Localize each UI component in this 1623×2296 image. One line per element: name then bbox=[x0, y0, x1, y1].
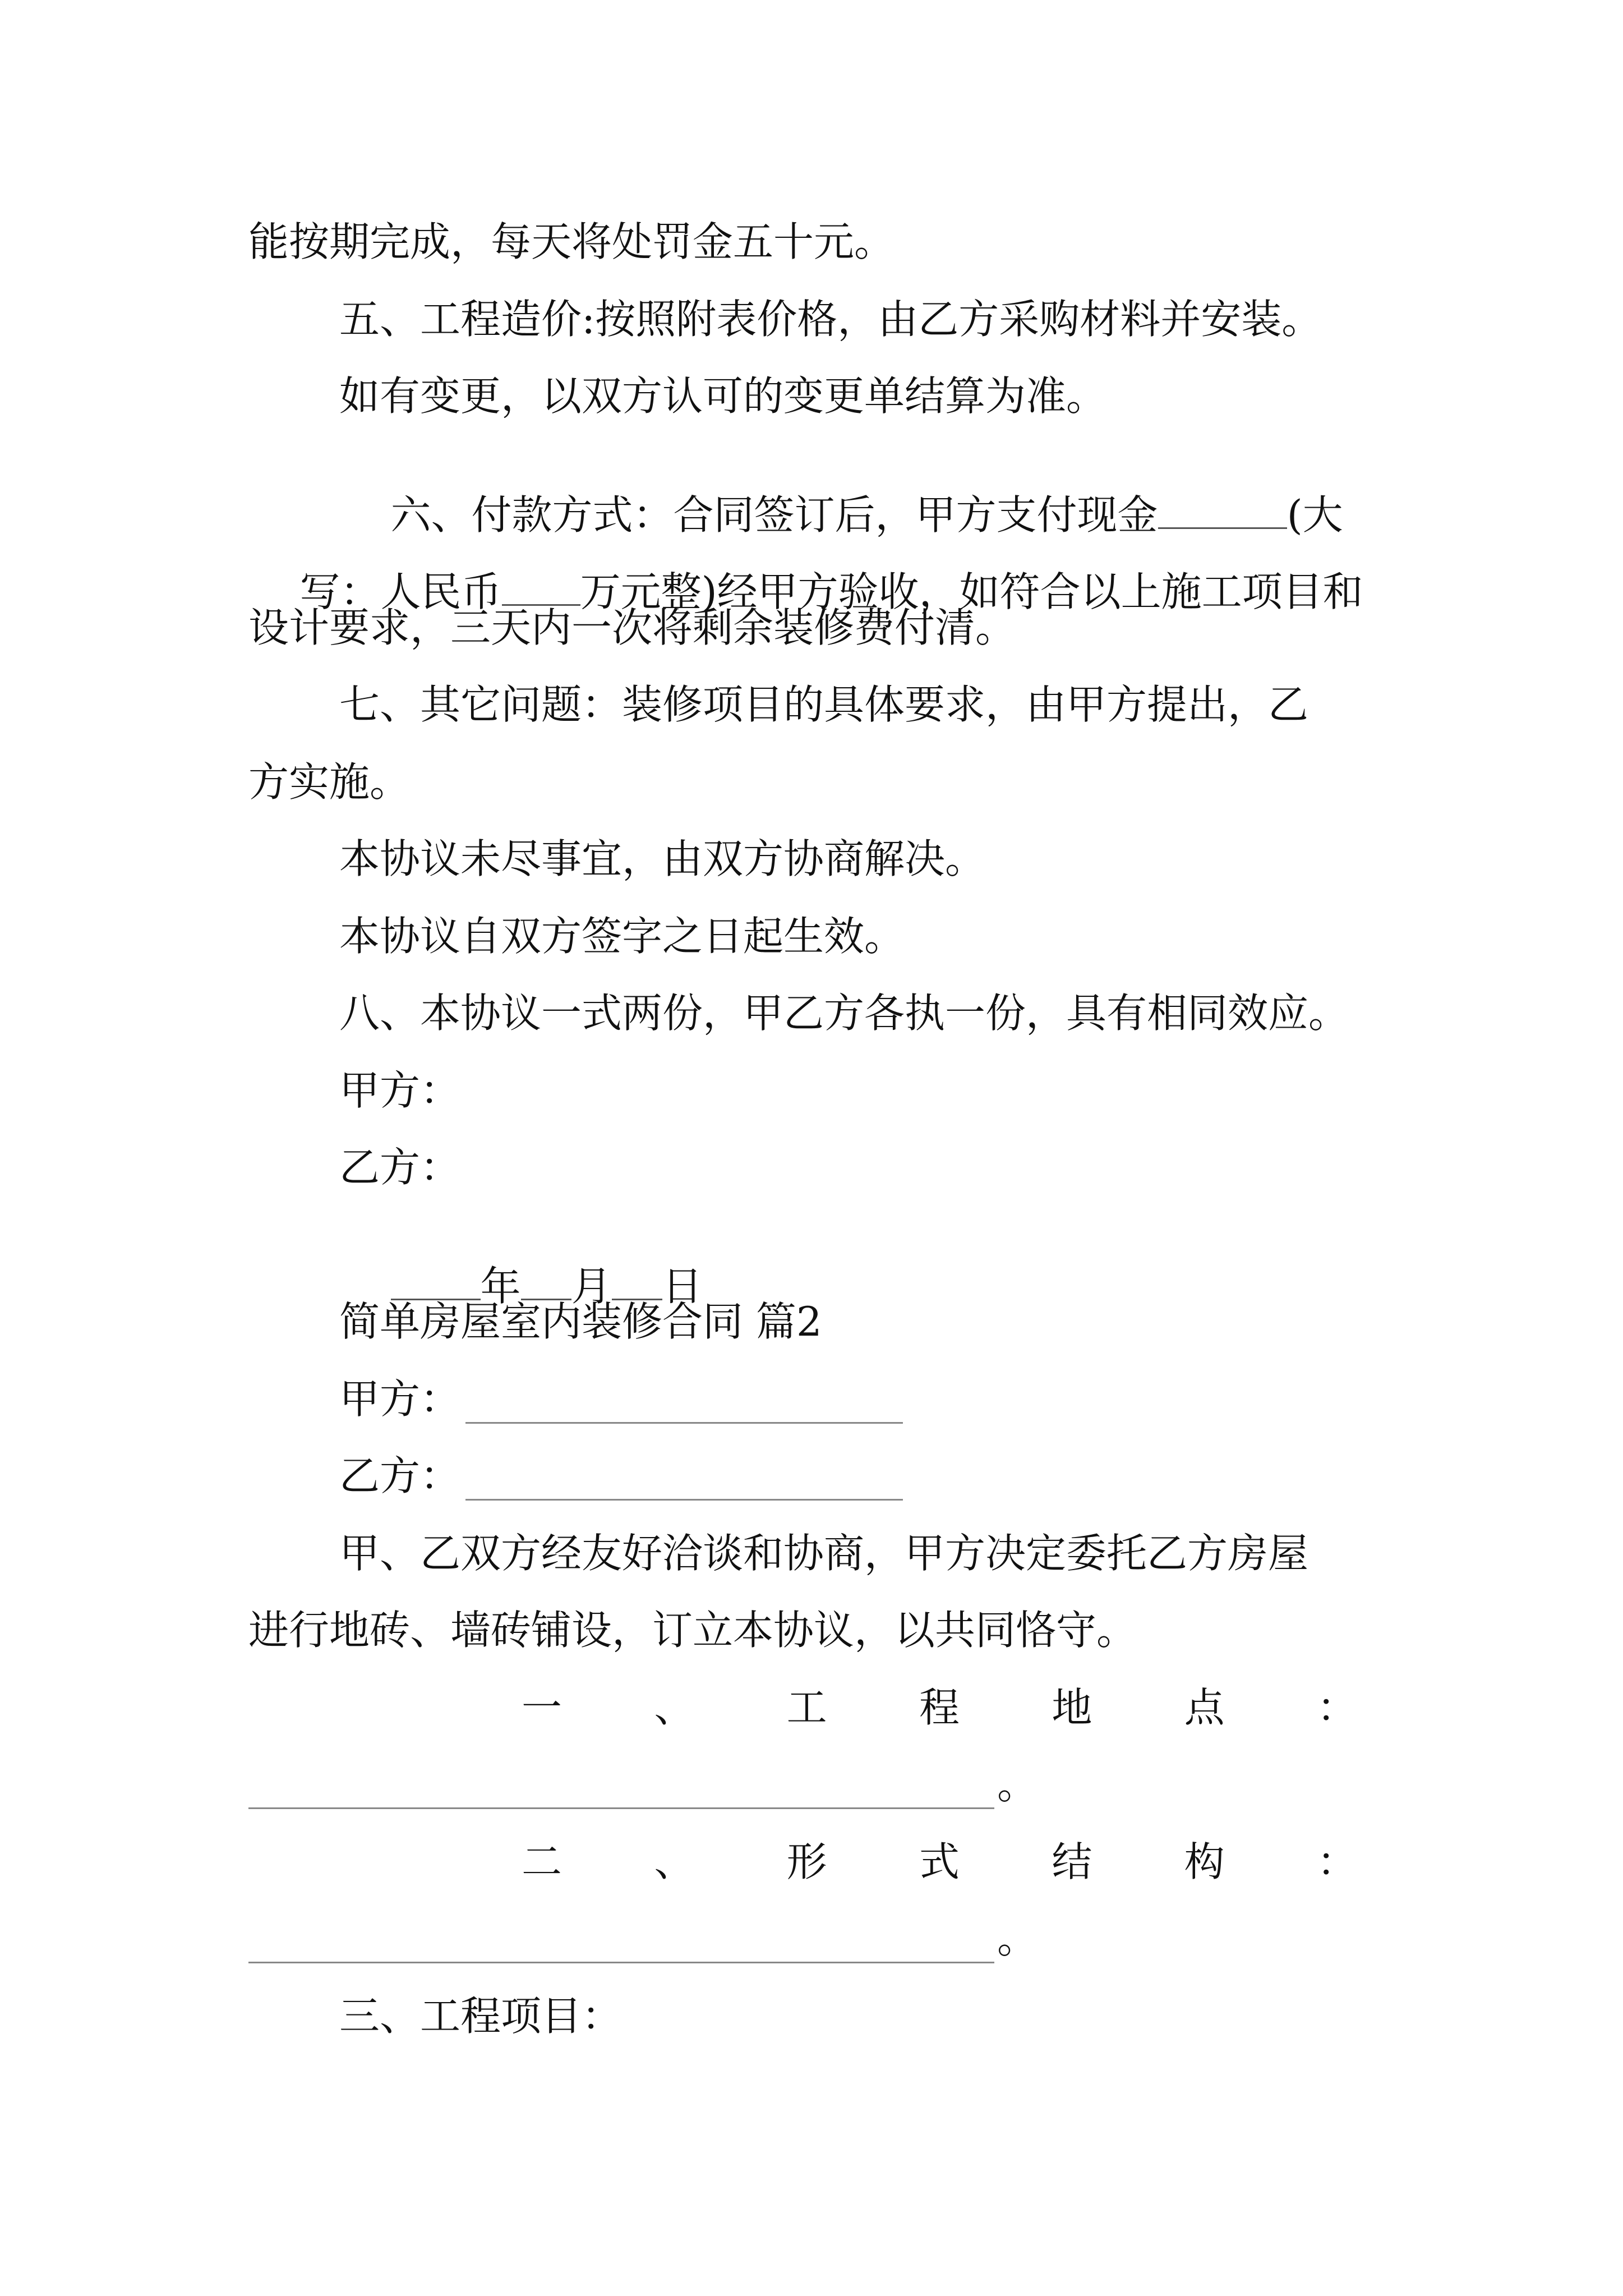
intro-line2: 进行地砖、墙砖铺设，订立本协议，以共同恪守。 bbox=[248, 1607, 1137, 1654]
char: 形 bbox=[786, 1838, 827, 1885]
clause-7-line1: 七、其它问题：装修项目的具体要求，由甲方提出，乙 bbox=[339, 681, 1309, 728]
misc-clause: 本协议未尽事宜，由双方协商解决。 bbox=[339, 835, 986, 882]
clause-5-change: 如有变更，以双方认可的变更单结算为准。 bbox=[339, 372, 1107, 420]
intro-line1: 甲、乙双方经友好洽谈和协商，甲方决定委托乙方房屋 bbox=[339, 1530, 1309, 1577]
month-label: 月 bbox=[571, 1263, 612, 1310]
clause-6-text: 六、付款方式：合同签订后，甲方支付现金 bbox=[390, 491, 1158, 539]
char: 结 bbox=[1052, 1838, 1092, 1885]
month-blank[interactable] bbox=[521, 1265, 571, 1300]
year-blank[interactable] bbox=[391, 1265, 481, 1300]
clause-6-line1 bbox=[339, 453, 1343, 539]
day-blank[interactable] bbox=[612, 1265, 662, 1300]
location-period: 。 bbox=[997, 1761, 1038, 1808]
rmb-amount-blank[interactable] bbox=[502, 570, 580, 606]
clause-6-line2 bbox=[248, 530, 1363, 615]
structure-blank[interactable] bbox=[248, 1962, 994, 1963]
clause-6-text2: 万元整)经甲方验收，如符合以上施工项目和 bbox=[580, 568, 1363, 615]
char: 、 bbox=[654, 1838, 695, 1885]
clause-structure bbox=[522, 1838, 1357, 1892]
char: 构 bbox=[1184, 1838, 1225, 1885]
char: 点 bbox=[1184, 1684, 1225, 1731]
party-b-blank[interactable] bbox=[465, 1499, 903, 1501]
date-line bbox=[339, 1225, 703, 1310]
party-a-label-2: 甲方： bbox=[339, 1375, 461, 1423]
char: 地 bbox=[1052, 1684, 1092, 1731]
cash-amount-blank[interactable] bbox=[1158, 494, 1287, 529]
year-label: 年 bbox=[480, 1263, 521, 1310]
clause-8: 八、本协议一式两份，甲乙方各执一份，具有相同效应。 bbox=[339, 990, 1349, 1037]
clause-6-line3: 设计要求，三天内一次将剩余装修费付清。 bbox=[248, 604, 1016, 651]
party-b-label-2: 乙方： bbox=[339, 1452, 461, 1499]
day-label: 日 bbox=[662, 1263, 703, 1310]
structure-period: 。 bbox=[997, 1915, 1038, 1962]
char: ： bbox=[1316, 1838, 1357, 1885]
clause-location bbox=[522, 1684, 1357, 1738]
party-b-label: 乙方： bbox=[339, 1144, 461, 1191]
effective-clause: 本协议自双方签字之日起生效。 bbox=[339, 913, 905, 960]
clause-7-line2: 方实施。 bbox=[248, 758, 411, 806]
char: 程 bbox=[919, 1684, 960, 1731]
clause-items: 三、工程项目： bbox=[339, 1993, 623, 2040]
char: 一 bbox=[522, 1684, 562, 1731]
location-blank[interactable] bbox=[248, 1807, 994, 1809]
char: 式 bbox=[919, 1838, 960, 1885]
party-a-blank[interactable] bbox=[465, 1422, 903, 1424]
char: 工 bbox=[786, 1684, 827, 1731]
char: 、 bbox=[654, 1684, 695, 1731]
char: ： bbox=[1316, 1684, 1357, 1731]
section-title-2: 简单房屋室内装修合同 篇2 bbox=[339, 1298, 822, 1345]
clause-5-price: 五、工程造价:按照附表价格，由乙方采购材料并安装。 bbox=[339, 296, 1322, 343]
rmb-label: 写：人民币 bbox=[299, 568, 502, 615]
char: 二 bbox=[522, 1838, 562, 1885]
clause-6-paren: (大 bbox=[1287, 491, 1343, 539]
clause-4-tail: 能按期完成，每天将处罚金五十元。 bbox=[248, 218, 895, 265]
party-a-label: 甲方： bbox=[339, 1067, 461, 1114]
